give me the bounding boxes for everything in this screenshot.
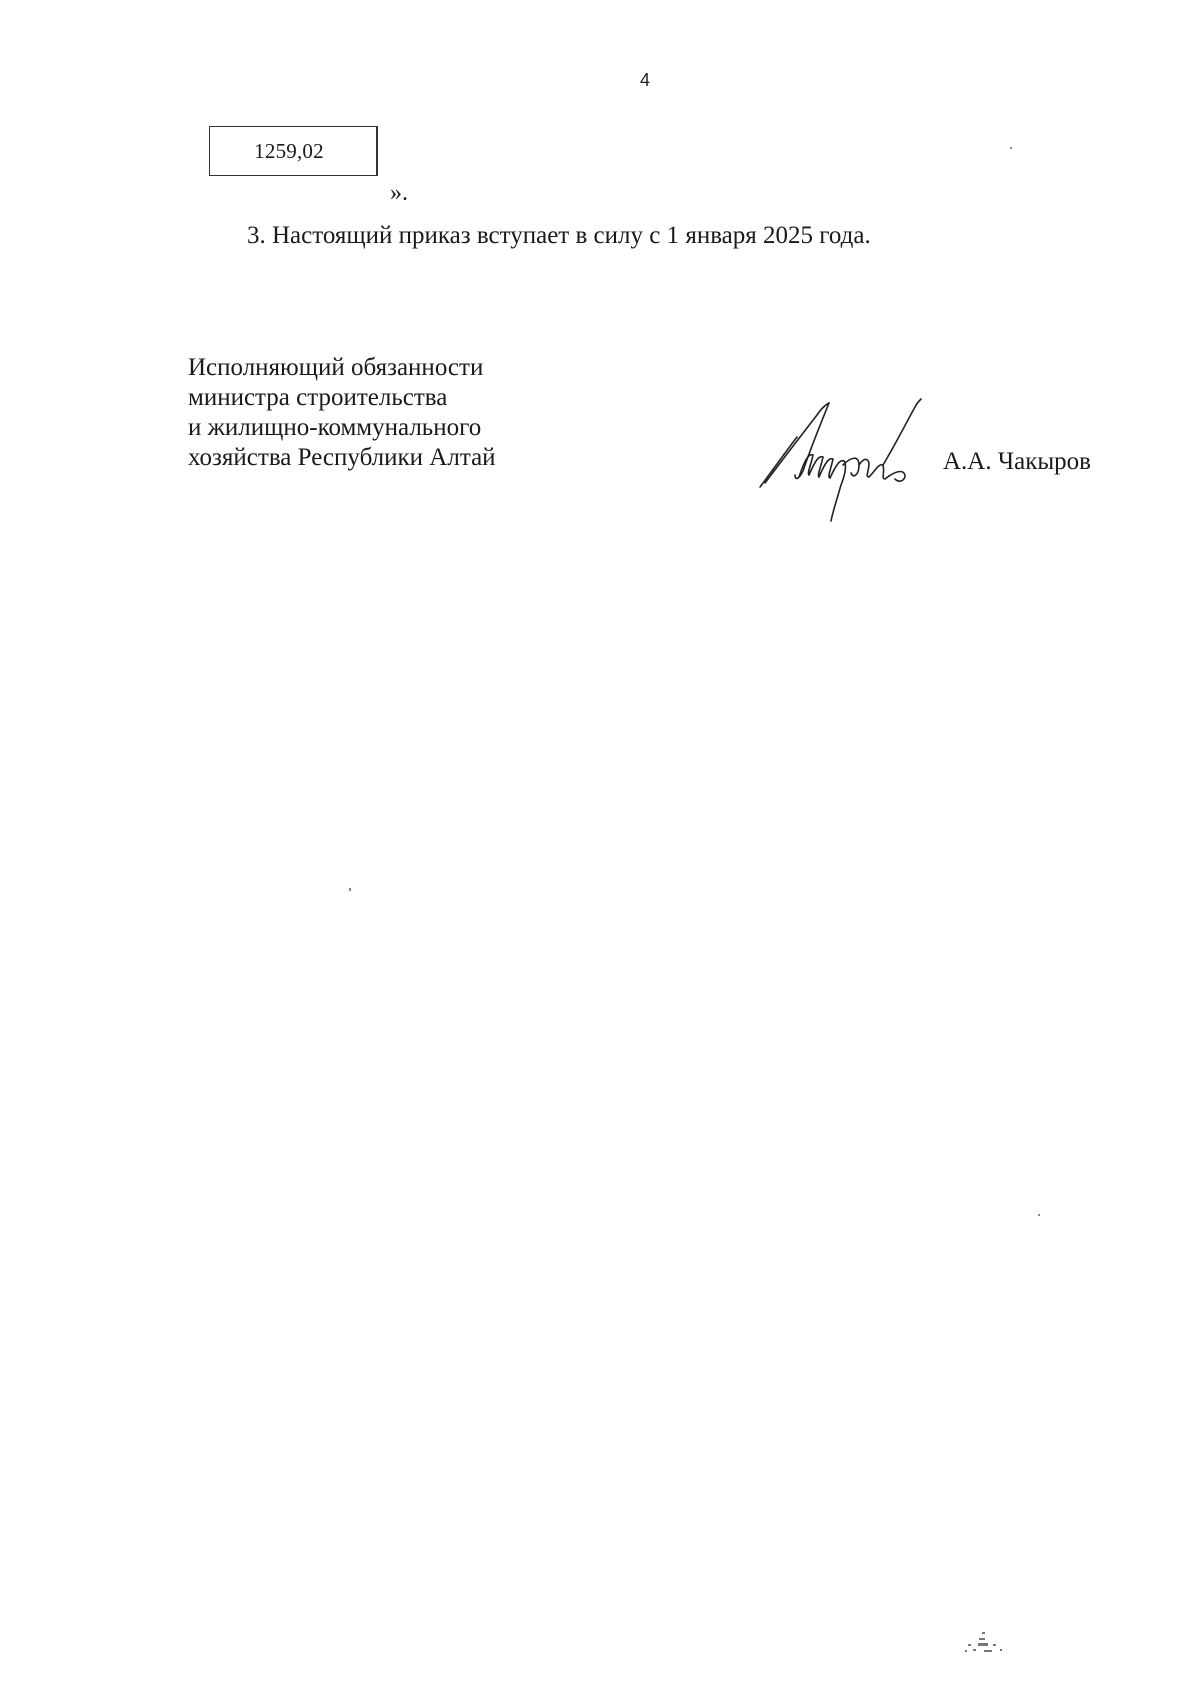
scan-artifact (960, 1630, 1020, 1660)
table-cell-value (209, 126, 378, 176)
page-number: 4 (640, 70, 651, 90)
scan-speck (349, 888, 351, 891)
clause-3: 3. Настоящий приказ вступает в силу с 1 января 2025 года. (247, 222, 871, 249)
handwritten-signature (755, 395, 935, 525)
scan-speck (1010, 147, 1012, 149)
closing-quote: ». (390, 180, 408, 206)
signatory-position-line: хозяйства Республики Алтай (188, 444, 496, 471)
signer-name: А.А. Чакыров (943, 448, 1091, 475)
signatory-position-line: министра строительства (188, 384, 448, 411)
signatory-position-line: и жилищно-коммунального (188, 414, 482, 441)
table-cell-value-text: 1259,02 (254, 138, 324, 163)
signatory-position (188, 353, 496, 473)
scan-speck (1038, 1214, 1040, 1216)
signatory-position-line: Исполняющий обязанности (188, 354, 484, 381)
